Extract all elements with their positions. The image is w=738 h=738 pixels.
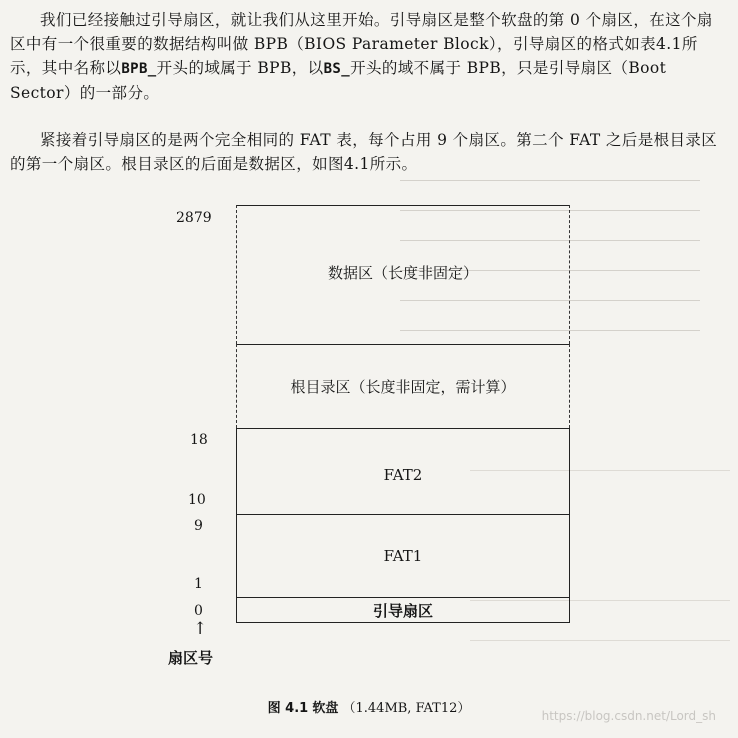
fat2-label: FAT2 (383, 465, 423, 484)
fat2-region (236, 428, 570, 514)
fat1-label: FAT1 (383, 547, 423, 565)
sector-number-0: 0 (194, 603, 203, 619)
data-area-label: 数据区（长度非固定） (327, 264, 478, 282)
para1-text-b: 开头的域属于 BPB，以 (156, 59, 324, 77)
source-watermark: https://blog.csdn.net/Lord_sh (541, 709, 716, 723)
caption-detail: （1.44MB, FAT12） (342, 701, 471, 716)
sector-number-1: 1 (194, 576, 203, 592)
bpb-prefix: BPB_ (121, 61, 157, 77)
sector-number-18: 18 (190, 432, 208, 448)
sector-number-2879: 2879 (176, 210, 212, 226)
caption-label: 图 4.1 (267, 701, 309, 716)
para1-text-a: 我们已经接触过引导扇区，就让我们从这里开始。引导扇区是整个软盘的第 0 个扇区，在这个扇区中有一个很重要的数据结构叫做 BPB（BIOS Parameter Block），引导扇区的格式如表4.1所示，其中名称以 (10, 11, 713, 77)
sector-number-9: 9 (194, 518, 203, 534)
boot-sector-region (236, 597, 570, 623)
root-directory-label: 根目录区（长度非固定，需计算） (290, 377, 516, 396)
sector-axis-label: 扇区号 (168, 649, 214, 667)
paragraph-boot-sector (10, 8, 722, 105)
boot-sector-label: 引导扇区 (372, 601, 433, 620)
para1-text-c: 开头的域不属于 BPB，只是引导扇区（Boot Sector）的一部分。 (10, 59, 667, 102)
paragraph-fat-layout: 紧接着引导扇区的是两个完全相同的 FAT 表，每个占用 9 个扇区。第二个 FAT 之后是根目录区的第一个扇区。根目录区的后面是数据区，如图4.1所示。 (10, 131, 718, 173)
up-arrow-icon: ↑ (193, 619, 208, 639)
fat1-region (236, 514, 570, 597)
sector-number-10: 10 (188, 492, 206, 508)
data-area-region (236, 205, 570, 344)
caption-title: 软盘 (312, 701, 339, 716)
root-directory-region (236, 344, 570, 428)
bs-prefix: BS_ (323, 61, 351, 77)
